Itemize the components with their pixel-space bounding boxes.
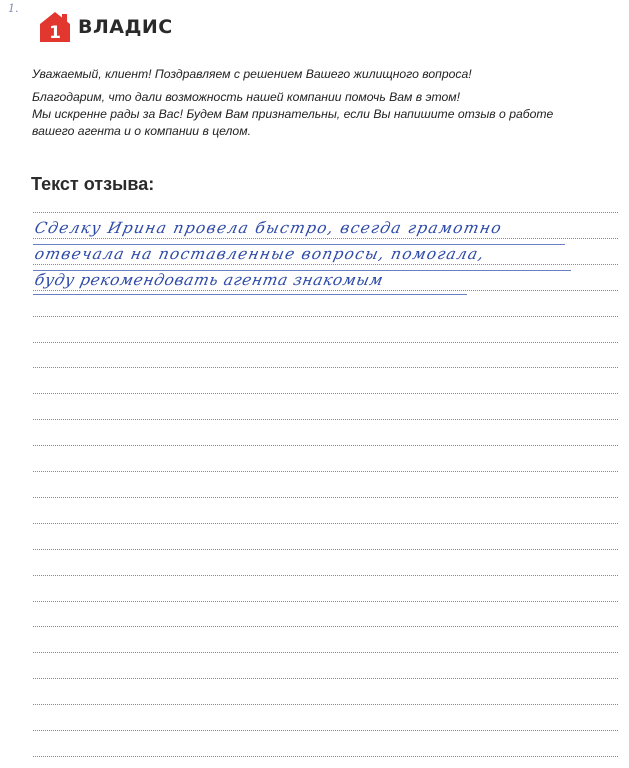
ruled-line xyxy=(33,756,618,757)
ruled-line xyxy=(33,575,618,576)
ruled-line xyxy=(33,678,618,679)
logo-wordmark: ВЛАДИС xyxy=(78,16,173,38)
handwritten-review-line: отвечала на поставленные вопросы, помогала, xyxy=(33,245,487,263)
page-number-mark: 1. xyxy=(8,2,19,15)
ruled-line xyxy=(33,626,618,627)
thanks-line: вашего агента и о компании в целом. xyxy=(32,124,251,138)
ruled-line xyxy=(33,212,618,213)
ruled-line xyxy=(33,342,618,343)
svg-text:1: 1 xyxy=(49,23,61,43)
ruled-line xyxy=(33,316,618,317)
ruled-line xyxy=(33,497,618,498)
ruled-line xyxy=(33,238,618,239)
ruled-line xyxy=(33,523,618,524)
ruled-line xyxy=(33,549,618,550)
ruled-line xyxy=(33,264,618,265)
ruled-line xyxy=(33,445,618,446)
handwritten-review-line: Сделку Ирина провела быстро, всегда грамотно xyxy=(33,219,504,237)
ruled-line xyxy=(33,601,618,602)
ruled-line xyxy=(33,471,618,472)
greeting-line: Уважаемый, клиент! Поздравляем с решением Вашего жилищного вопроса! xyxy=(32,67,472,81)
ruled-line xyxy=(33,704,618,705)
thanks-line: Мы искренне рады за Вас! Будем Вам признательны, если Вы напишите отзыв о работе xyxy=(32,107,554,121)
handwritten-review-line: буду рекомендовать агента знакомым xyxy=(33,271,386,289)
ruled-line xyxy=(33,419,618,420)
handwriting-underline xyxy=(33,294,467,295)
thanks-line: Благодарим, что дали возможность нашей компании помочь Вам в этом! xyxy=(32,90,461,104)
ruled-line xyxy=(33,367,618,368)
ruled-line xyxy=(33,652,618,653)
ruled-line xyxy=(33,730,618,731)
ruled-line xyxy=(33,393,618,394)
ruled-writing-area xyxy=(33,0,618,768)
ruled-line xyxy=(33,290,618,291)
review-title: Текст отзыва: xyxy=(31,174,155,194)
